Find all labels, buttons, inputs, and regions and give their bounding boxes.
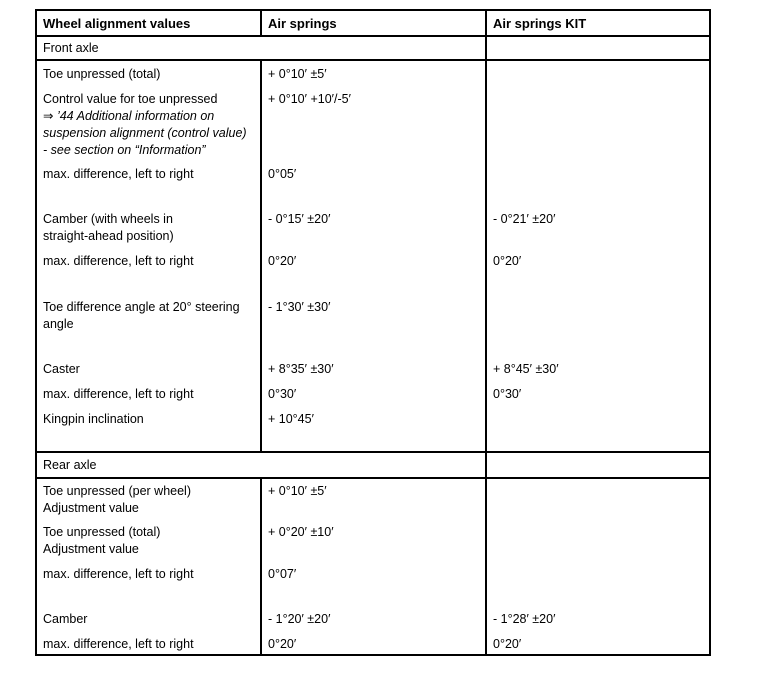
- front-control-ref-line3[interactable]: - see section on “Information”: [43, 143, 206, 157]
- rear-camber-air: - 1°20′ ±20′: [268, 612, 331, 626]
- front-caster-air: + 8°35′ ±30′: [268, 362, 334, 376]
- front-kingpin-air: + 10°45′: [268, 412, 314, 426]
- rear-maxdiff2-air: 0°20′: [268, 637, 297, 651]
- rear-toe-wheel-label-line1: Toe unpressed (per wheel): [43, 484, 191, 498]
- front-caster-kit: + 8°45′ ±30′: [493, 362, 559, 376]
- header-col3: Air springs KIT: [493, 16, 587, 31]
- header-col2: Air springs: [268, 16, 337, 31]
- col1-divider-rear: [260, 477, 262, 656]
- front-maxdiff3-label: max. difference, left to right: [43, 387, 194, 401]
- front-maxdiff1-air: 0°05′: [268, 167, 297, 181]
- wheel-alignment-table: [35, 9, 711, 656]
- front-control-ref-line2[interactable]: suspension alignment (control value): [43, 126, 247, 140]
- front-control-ref-line1[interactable]: ⇒ ’44 Additional information on: [43, 109, 215, 123]
- front-camber-label-line2: straight-ahead position): [43, 229, 174, 243]
- front-toe-total-air: + 0°10′ ±5′: [268, 67, 327, 81]
- front-toe-diff-air: - 1°30′ ±30′: [268, 300, 331, 314]
- front-maxdiff3-air: 0°30′: [268, 387, 297, 401]
- col2-divider: [485, 11, 487, 656]
- front-title-divider: [37, 59, 709, 61]
- rear-maxdiff1-label: max. difference, left to right: [43, 567, 194, 581]
- front-toe-diff-label-line2: angle: [43, 317, 74, 331]
- front-maxdiff2-kit: 0°20′: [493, 254, 522, 268]
- rear-maxdiff1-air: 0°07′: [268, 567, 297, 581]
- rear-maxdiff2-label: max. difference, left to right: [43, 637, 194, 651]
- front-camber-kit: - 0°21′ ±20′: [493, 212, 556, 226]
- front-control-label: Control value for toe unpressed: [43, 92, 218, 106]
- front-toe-total-label: Toe unpressed (total): [43, 67, 161, 81]
- col1-divider: [260, 11, 262, 35]
- front-axle-title: Front axle: [43, 41, 99, 55]
- front-caster-label: Caster: [43, 362, 80, 376]
- front-camber-label-line1: Camber (with wheels in: [43, 212, 173, 226]
- rear-title-divider: [37, 477, 709, 479]
- front-camber-air: - 0°15′ ±20′: [268, 212, 331, 226]
- rear-toe-wheel-air: + 0°10′ ±5′: [268, 484, 327, 498]
- rear-toe-total-label-line1: Toe unpressed (total): [43, 525, 161, 539]
- rear-maxdiff2-kit: 0°20′: [493, 637, 522, 651]
- rear-camber-kit: - 1°28′ ±20′: [493, 612, 556, 626]
- rear-toe-total-label-line2: Adjustment value: [43, 542, 139, 556]
- front-kingpin-label: Kingpin inclination: [43, 412, 144, 426]
- rear-camber-label: Camber: [43, 612, 88, 626]
- col1-divider-front: [260, 59, 262, 453]
- front-maxdiff3-kit: 0°30′: [493, 387, 522, 401]
- rear-toe-total-air: + 0°20′ ±10′: [268, 525, 334, 539]
- front-end-divider: [37, 451, 709, 453]
- rear-toe-wheel-label-line2: Adjustment value: [43, 501, 139, 515]
- front-control-air: + 0°10′ +10′/-5′: [268, 92, 351, 106]
- front-maxdiff2-label: max. difference, left to right: [43, 254, 194, 268]
- front-toe-diff-label-line1: Toe difference angle at 20° steering: [43, 300, 240, 314]
- header-divider: [37, 35, 709, 37]
- front-maxdiff2-air: 0°20′: [268, 254, 297, 268]
- header-col1: Wheel alignment values: [43, 16, 191, 31]
- front-maxdiff1-label: max. difference, left to right: [43, 167, 194, 181]
- rear-axle-title: Rear axle: [43, 458, 97, 472]
